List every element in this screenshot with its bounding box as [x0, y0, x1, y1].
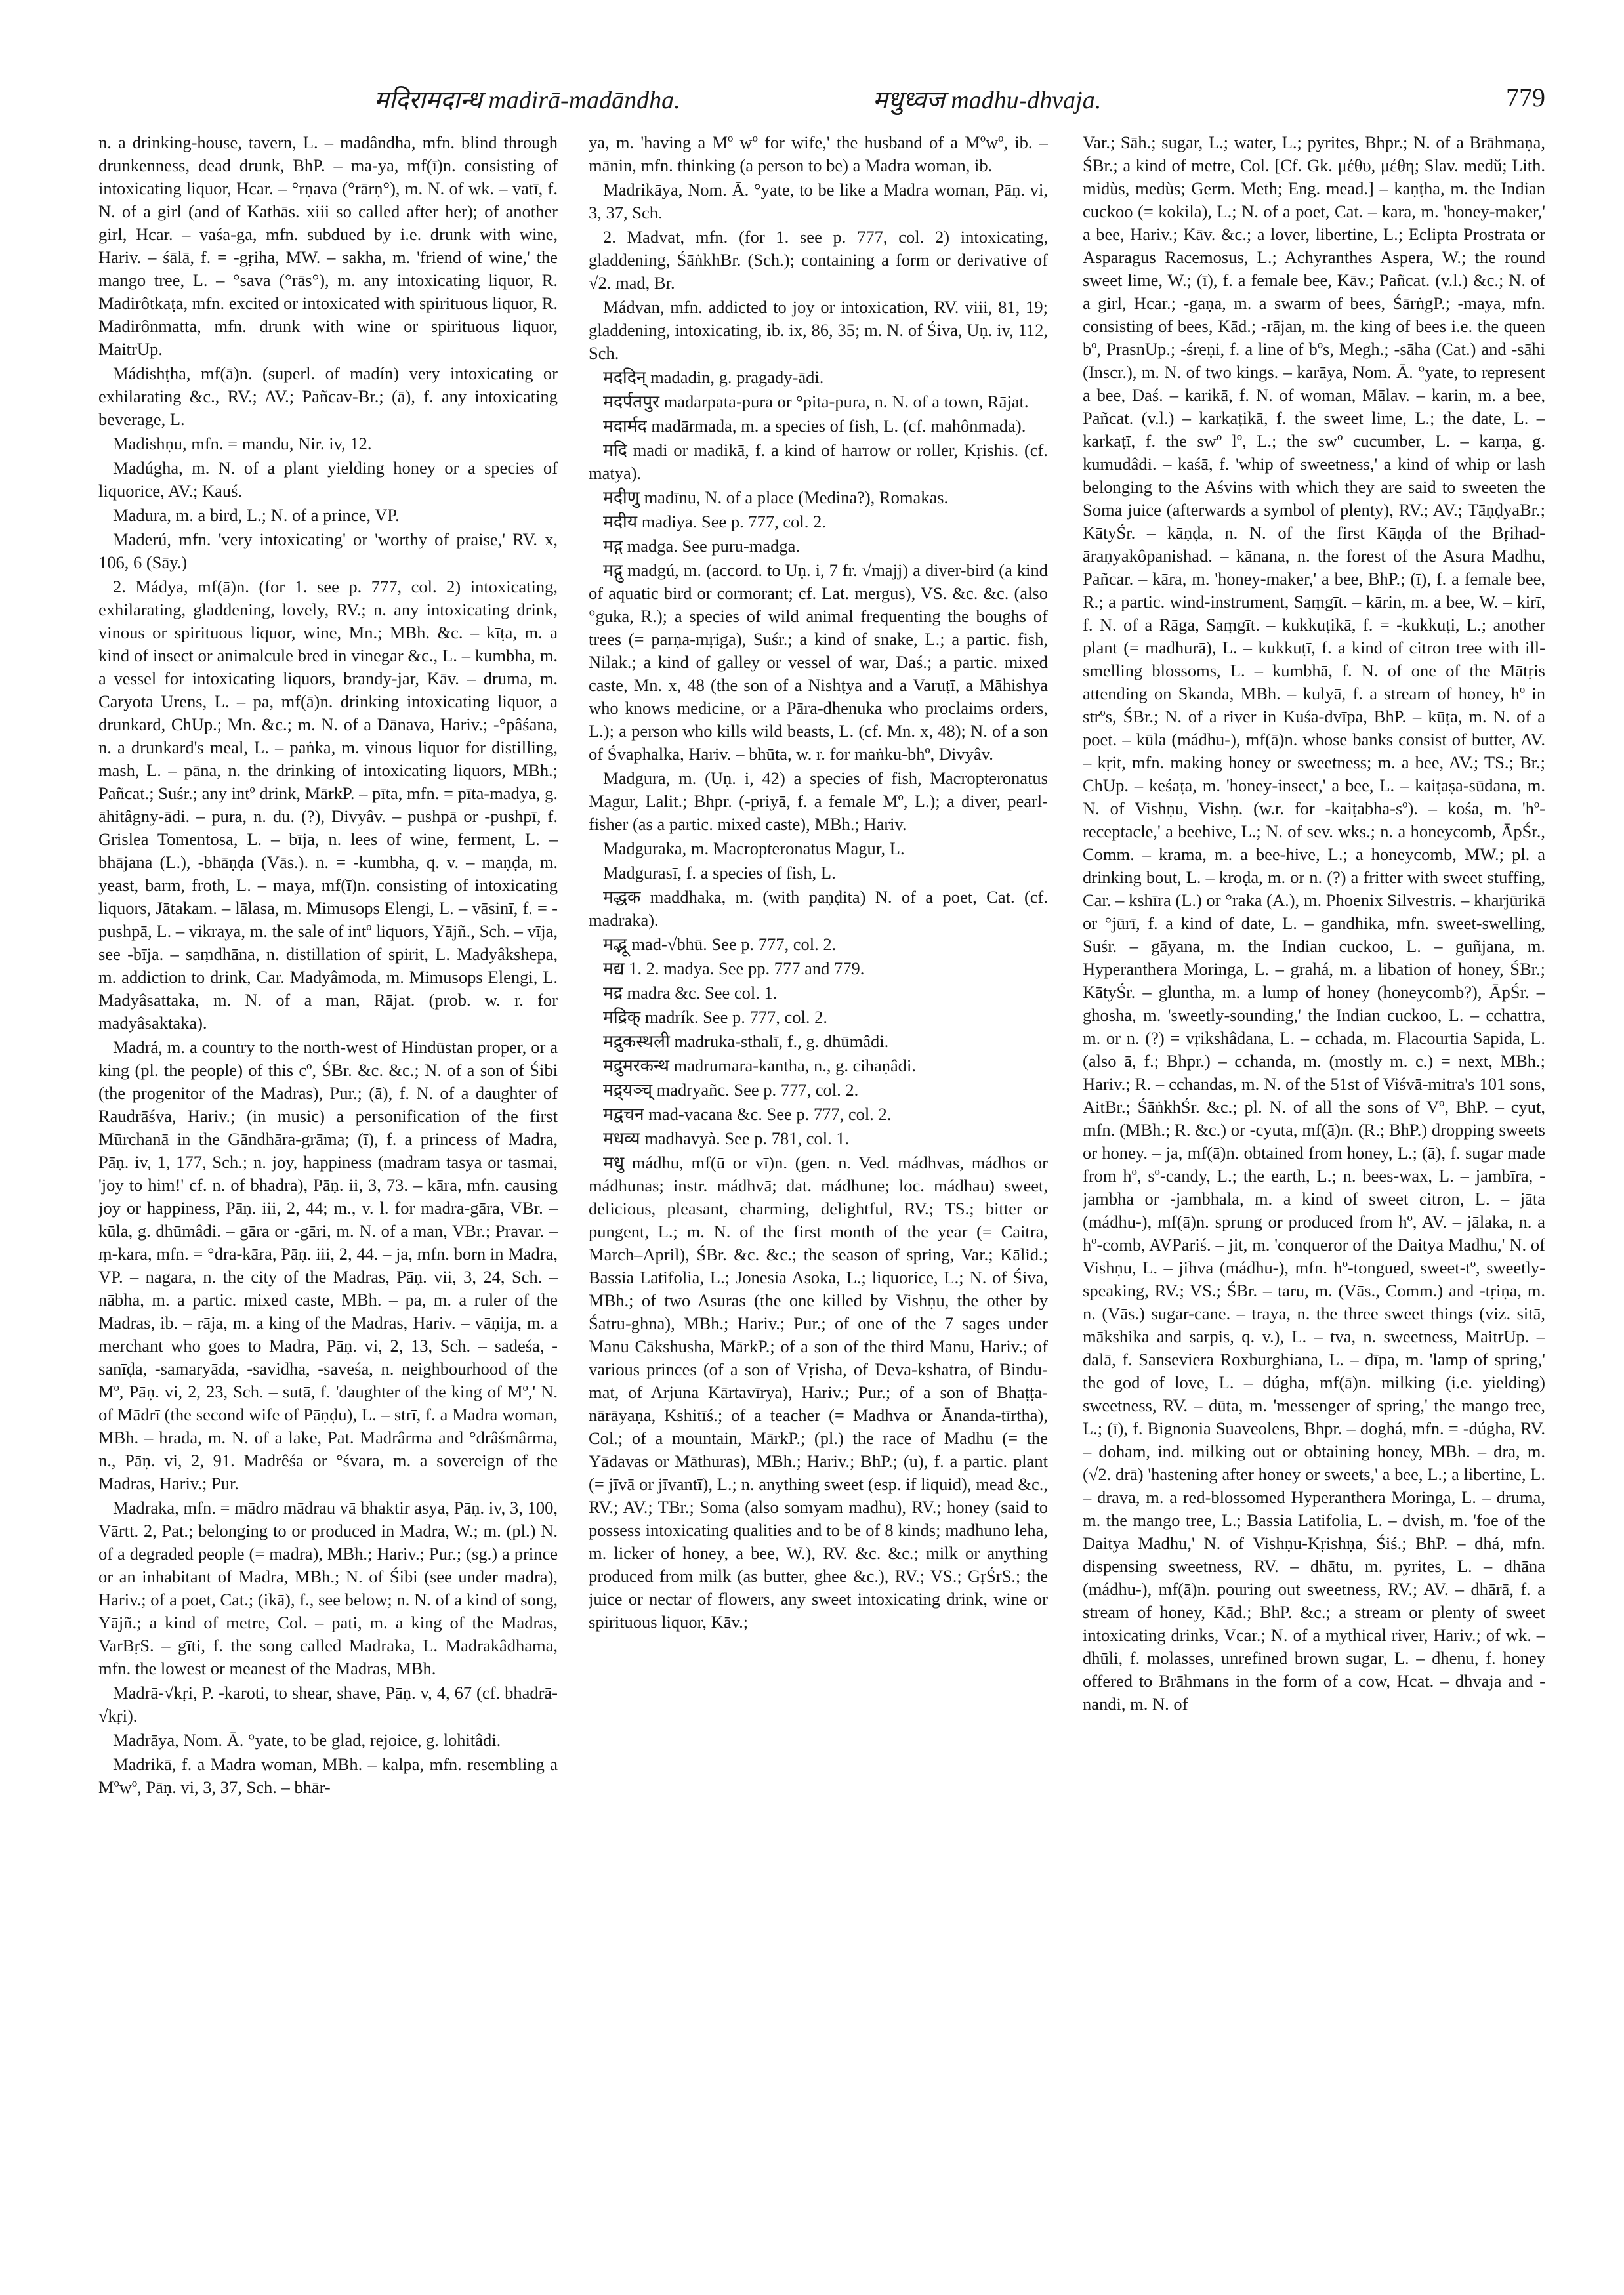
dictionary-entry: Var.; Sāh.; sugar, L.; water, L.; pyrites, Bhpr.; N. of a Brāhmaṇa, ŚBr.; a kind of metre, Col. [Cf. Gk. μέθυ, μέθη; Slav. medŭ; Lith. midùs, medùs; Germ. Meth; Eng. mead.] – kaṇṭha, m. the Indian cuckoo (= kokila), L.; N. of a poet, Cat. – kara, m. 'honey-maker,' a bee, Hariv.; Kāv. &c.; a lover, libertine, L.; Eclipta Prostrata or Asparagus Racemosus, L.; Achyranthes Aspera, W.; the round sweet lime, W.; (ī), f. a female bee, Kāv.; Pañcat. (v.l.) &c.; N. of a girl, Hcar.; -gaṇa, m. a swarm of bees, ŚārṅgP.; -maya, mfn. consisting of bees, Kād.; -rājan, m. the king of bees i.e. the queen bº, PrasnUp.; -śreṇi, f. a line of bºs, Megh.; -sāha (Cat.) and -sāhi (Inscr.), m. N. of two kings. – karāya, Nom. Ā. °yate, to represent a bee, Daś. – karikā, f. N. of woman, Mālav. – karin, m. a bee, Pañcat. (v.l.) – karkaṭikā, f. the sweet lime, L.; the date, L. – karkaṭī, f. the swº lº, L.; the swº cucumber, L. – karṇa, g. kumudâdi. – kaśā, f. 'whip of sweetness,' a kind of whip or lash belonging to the Aśvins with which they are said to sweeten the Soma juice (afterwards a symbol of plenty), RV.; AV.; TāṇḍyaBr.; KātyŚr. – kāṇḍa, n. N. of the first Kāṇḍa of the Bṛihad-āraṇyakôpanishad. – kānana, n. the forest of the Asura Madhu, Pañcar. – kāra, m. 'honey-maker,' a bee, BhP.; (ī), f. a female bee, R.; a partic. wind-instrument, Saṃgīt. – kārin, m. a bee, W. – kirī, f. N. of a Rāga, Saṃgīt. – kukkuṭikā, f. = -kukkuṭi, L.; another plant (= madhurā), L. – kukkuṭī, f. a kind of citron tree with ill-smelling blossoms, L. – kumbhā, f. N. of one of the Mātṛis attending on Skanda, MBh. – kulyā, f. a stream of honey, hº in strºs, ŚBr.; N. of a river in Kuśa-dvīpa, BhP. – kūṭa, m. N. of a poet. – kūla (mádhu-), mf(ā)n. whose banks consist of butter, AV. – kṛit, mfn. making honey or sweetness; m. a bee, AV.; TS.; Br.; ChUp. – keśaṭa, m. 'honey-insect,' a bee, L. – kaiṭaṣa-sūdana, m. N. of Vishṇu, Vishṇ. (w.r. for -kaiṭabha-sº). – kośa, m. 'hº-receptacle,' a beehive, L.; N. of sev. wks.; n. a honeycomb, ĀpŚr., Comm. – krama, m. a bee-hive, L.; a honeycomb, MW.; pl. a drinking bout, L. – kroḍa, m. or n. (?) a fritter with sweet stuffing, Car. – kshīra (L.) or °raka (A.), m. Phoenix Silvestris. – kharjūrikā or °jūrī, f. a kind of date, L. – gandhika, mfn. sweet-swelling, Suśr. – gāyana, m. the Indian cuckoo, L. – guñjana, m. Hyperanthera Moringa, L. – grahá, m. a libation of honey, ŚBr.; KātyŚr. – gluntha, m. a lump of honey (honeycomb?), ĀpŚr. – ghosha, m. 'sweetly-sounding,' the Indian cuckoo, L. – cchattra, m. or n. (?) = vṛikshâdana, L. – cchada, m. Flacourtia Sapida, L. (also ā, f.; Bhpr.) – cchanda, m. (mostly m. c.) = next, MBh.; Hariv.; R. – cchandas, m. N. of the 51st of Viśvā-mitra's 101 sons, AitBr.; ŚāṅkhŚr. &c.; pl. N. of all the sons of Vº, BhP. – cyut, mfn. (MBh.; R. &c.) or -cyuta, mf(ā)n. (R.; BhP.) dropping sweets or honey. – ja, mf(ā)n. obtained from honey, L.; (ā), f. sugar made from hº, sº-candy, L.; the earth, L.; n. bees-wax, L. – jambīra, -jambha or -jambhala, m. a kind of sweet citron, L. – jāta (mádhu-), mf(ā)n. sprung or produced from hº, AV. – jālaka, n. a hº-comb, AVPariś. – jit, m. 'conqueror of the Daitya Madhu,' N. of Vishṇu, L. – jihva (mádhu-), mfn. hº-tongued, sweet-tº, sweetly-speaking, RV.; VS.; ŚBr. – taru, m. (Vās., Comm.) and -tṛiṇa, m. n. (Vās.) sugar-cane. – traya, n. the three sweet things (viz. sitā, mākshika and sarpis, q. v.), L. – tva, n. sweetness, MaitrUp. – dalā, f. Sanseviera Roxburghiana, L. – dīpa, m. 'lamp of spring,' the god of love, L. – dúgha, mf(ā)n. milking (i.e. yielding) sweetness, RV. – dūta, m. 'messenger of spring,' the mango tree, L.; (ī), f. Bignonia Suaveolens, Bhpr. – doghá, mfn. = -dúgha, RV. – doham, ind. milking out or obtaining honey, MBh. – dra, m. (√2. drā) 'hastening after honey or sweets,' a bee, L.; a libertine, L. – drava, m. a red-blossomed Hyperanthera Moringa, L. – druma, m. the mango tree, L.; Bassia Latifolia, L. – dvish, m. 'foe of the Daitya Madhu,' N. of Vishṇu-Kṛishṇa, Śiś.; BhP. – dhá, mfn. dispensing sweetness, RV. – dhātu, m. pyrites, L. – dhāna (mádhu-), mf(ā)n. pouring out sweetness, RV.; AV. – dhārā, f. a stream of honey, Kād.; BhP. &c.; a stream or plenty of sweet intoxicating drinks, Vcar.; N. of a mythical river, Hariv.; of wk. – dhūli, f. molasses, unrefined brown sugar, L. – dhenu, f. honey offered to Brāhmans in the form of a cow, Hcat. – dhvaja and -nandi, m. N. of	[1083, 133, 1545, 1714]
dictionary-entry: Mádvan, mfn. addicted to joy or intoxication, RV. viii, 81, 19; gladdening, intoxicating, ib. ix, 86, 35; m. N. of Śiva, Uṇ. iv, 112, Sch.	[589, 297, 1048, 363]
dictionary-entry: मदीय madiya. See p. 777, col. 2.	[603, 512, 826, 531]
dictionary-entry: मधव्य madhavyà. See p. 781, col. 1.	[603, 1128, 850, 1148]
dictionary-entry: Madrá, m. a country to the north-west of Hindūstan proper, or a king (pl. the people) of this cº, ŚBr. &c. &c.; N. of a son of Śibi (the progenitor of the Madras), Pur.; (ā), f. N. of a daughter of Raudrāśva, Hariv.; (in music) a personification of the first Mūrchanā in the Gāndhāra-grāma; (ī), f. a princess of Madra, Pāṇ. iv, 1, 177, Sch.; n. joy, happiness (madram tasya or tasmai, 'joy to him!' cf. n. of bhadra), Pāṇ. ii, 3, 73. – kāra, mfn. causing joy or happiness, Pāṇ. iii, 2, 44; m., v. l. for madra-gāra, VBr. – kūla, g. dhūmâdi. – gāra or -gāri, m. N. of a man, VBr.; Pravar. – ṃ-kara, mfn. = °dra-kāra, Pāṇ. iii, 2, 44. – ja, mfn. born in Madra, VP. – nagara, n. the city of the Madras, Pāṇ. vii, 3, 24, Sch. – nābha, m. a partic. mixed caste, MBh. – pa, m. a ruler of the Madras, ib. – rāja, m. a king of the Madras, Hariv. – vāṇija, m. a merchant who goes to Madra, Pāṇ. vi, 2, 13, Sch. – sadeśa, -sanīḍa, -samaryāda, -savidha, -saveśa, n. neighbourhood of the Mº, Pāṇ. vi, 2, 23, Sch. – sutā, f. 'daughter of the king of Mº,' N. of Mādrī (the second wife of Pāṇḍu), L. – strī, f. a Madra woman, MBh. – hrada, m. N. of a lake, Pat. Madrârma and °drâśmârma, n., Pāṇ. vi, 2, 91. Madrêśa or °śvara, m. a sovereign of the Madras, Hariv.; Pur.	[98, 1037, 558, 1493]
dictionary-entry: मददिन् madadin, g. pragady-ādi.	[603, 367, 824, 387]
dictionary-entry: Madrikā, f. a Madra woman, MBh. – kalpa, mfn. resembling a Mºwº, Pāṇ. vi, 3, 37, Sch. – bhār-	[98, 1754, 558, 1797]
dictionary-entry: मद्रुमरकन्थ madrumara-kantha, n., g. cihaṇâdi.	[603, 1056, 916, 1075]
dictionary-entry: 2. Madvat, mfn. (for 1. see p. 777, col. 2) intoxicating, gladdening, ŚāṅkhBr. (Sch.); containing a form or derivative of √2. mad, Br.	[589, 227, 1048, 293]
dictionary-entry: मद्ग madga. See puru-madga.	[603, 536, 801, 556]
dictionary-entry: Madgura, m. (Uṇ. i, 42) a species of fish, Macropteronatus Magur, Lalit.; Bhpr. (-priyā, f. a female Mº, L.); a diver, pearl-fisher (as a partic. mixed caste), MBh.; Hariv.	[589, 768, 1048, 834]
dictionary-columns	[98, 131, 1545, 2264]
page-header	[98, 46, 1545, 118]
dictionary-page	[98, 46, 1545, 2264]
dictionary-entry: मद्र madra &c. See col. 1.	[603, 983, 778, 1003]
dictionary-entry: Mádishṭha, mf(ā)n. (superl. of madín) very intoxicating or exhilarating &c., RV.; AV.; Pañcav-Br.; (ā), f. any intoxicating beverage, L.	[98, 363, 558, 429]
dictionary-entry: मद्रुकस्थली madruka-sthalī, f., g. dhūmâdi.	[603, 1031, 889, 1051]
dictionary-entry: Madraka, mfn. = mādro mādrau vā bhaktir asya, Pāṇ. iv, 3, 100, Vārtt. 2, Pat.; belonging to or produced in Madra, W.; m. (pl.) N. of a degraded people (= madra), MBh.; Hariv.; Pur.; (sg.) a prince or an inhabitant of Madra, MBh.; N. of Śibi (see under madra), Hariv.; of a poet, Cat.; (ikā), f., see below; n. N. of a kind of song, Yājñ.; a kind of metre, Col. – pati, m. a king of the Madras, VarBṛS. – gīti, f. the song called Madraka, L. Madrakâdhama, mfn. the lowest or meanest of the Madras, MBh.	[98, 1498, 558, 1678]
dictionary-entry: Madrā-√kṛi, P. -karoti, to shear, shave, Pāṇ. v, 4, 67 (cf. bhadrā-√kṛi).	[98, 1683, 558, 1726]
dictionary-entry: Madguraka, m. Macropteronatus Magur, L.	[603, 838, 905, 858]
dictionary-entry: मद्गु madgú, m. (accord. to Uṇ. i, 7 fr. √majj) a diver-bird (a kind of aquatic bird or cormorant; cf. Lat. mergus), VS. &c. &c. (also °guka, R.); a species of wild animal frequenting the boughs of trees (= parṇa-mṛiga), Suśr.; a kind of snake, L.; a partic. fish, Nilak.; a kind of galley or vessel of war, Daś.; a partic. mixed caste, Mn. x, 48 (the son of a Nishṭya and a Varuṭī, a Māhishya who knows medicine, or a Pāra-dhenuka who proclaims orders, L.); a person who kills wild beasts, L. (cf. Mn. x, 48); N. of a son of Śvaphalka, Hariv. – bhūta, w. r. for maṅku-bhº, Divyâv.	[589, 560, 1048, 764]
dictionary-entry: Madrāya, Nom. Ā. °yate, to be glad, rejoice, g. lohitâdi.	[113, 1730, 501, 1750]
dictionary-entry: मधु mádhu, mf(ū or vī)n. (gen. n. Ved. mádhvas, mádhos or mádhunas; instr. mádhvā; dat. mádhune; loc. mádhau) sweet, delicious, pleasant, charming, delightful, RV.; TS.; bitter or pungent, L.; m. N. of the first month of the year (= Caitra, March–April), ŚBr. &c. &c.; the season of spring, Var.; Kālid.; Bassia Latifolia, L.; Jonesia Asoka, L.; liquorice, L.; N. of Śiva, MBh.; of two Asuras (the one killed by Vishṇu, the other by Śatru-ghna), MBh.; Hariv.; Pur.; of one of the 7 sages under Manu Cākshusha, MārkP.; of a son of the third Manu, Hariv.; of various princes (of a son of Vṛisha, of Deva-kshatra, of Bindu-mat, of Arjuna Kārtavīrya), Hariv.; Pur.; of a son of Bhaṭṭa-nārāyaṇa, Kshitīś.; of a teacher (= Madhva or Ānanda-tīrtha), Col.; of a mountain, MārkP.; (pl.) the race of Madhu (= the Yādavas or Māthuras), MBh.; Hariv.; BhP.; (u), f. a partic. plant (= jīvā or jīvantī), L.; n. anything sweet (esp. if liquid), mead &c., RV.; AV.; TBr.; Soma (also somyam madhu), RV.; honey (said to possess intoxicating qualities and to be of 8 kinds; madhuno leha, m. licker of honey, a bee, W.), RV. &c. &c.; milk or anything produced from milk (as butter, ghee &c.), RV.; VS.; GṛŚrS.; the juice or nectar of flowers, any sweet intoxicating drink, wine or spirituous liquor, Kāv.;	[589, 1153, 1048, 1632]
dictionary-entry: Madishṇu, mfn. = mandu, Nir. iv, 12.	[113, 434, 372, 453]
dictionary-entry: 2. Mádya, mf(ā)n. (for 1. see p. 777, col. 2) intoxicating, exhilarating, gladdening, lovely, RV.; n. any intoxicating drink, vinous or spirituous liquor, wine, Mn.; MBh. &c. – kīṭa, m. a kind of insect or animalcule bred in vinegar &c., L. – kumbha, m. a vessel for intoxicating liquors, brandy-jar, Kāv. – druma, m. Caryota Urens, L. – pa, mf(ā)n. drinking intoxicating liquor, a drunkard, ChUp.; Mn. &c.; m. N. of a Dānava, Hariv.; -°pâśana, n. a drunkard's meal, L. – paṅka, m. vinous liquor for distilling, mash, L. – pāna, n. the drinking of intoxicating liquors, MBh.; Pañcat.; Suśr.; any intº drink, MārkP. – pīta, mfn. = pīta-madya, g. āhitâgny-ādi. – pura, n. du. (?), Divyâv. – pushpā or -pushpī, f. Grislea Tomentosa, L. – bīja, n. lees of wine, ferment, L. – bhājana (L.), -bhāṇḍa (Vās.). n. = -kumbha, q. v. – maṇḍa, m. yeast, barm, froth, L. – maya, mf(ī)n. consisting of intoxicating liquors, Jātakam. – lālasa, m. Mimusops Elengi, L. – vāsinī, f. = -pushpā, L. – vikraya, m. the sale of intº liquors, Yājñ., Sch. – vīja, see -bīja. – saṃdhāna, n. distillation of spirit, L. Madyâkshepa, m. addiction to drink, Car. Madyâmoda, m. Mimusops Elengi, L. Madyâsattaka, m. N. of a man, Rājat. (prob. w. r. for madyâsaktaka).	[98, 577, 558, 1033]
header-right-guideword: मधुध्वज madhu-dhvaja.	[873, 87, 1102, 114]
page-number: 779	[1506, 83, 1545, 112]
dictionary-entry: Madura, m. a bird, L.; N. of a prince, VP.	[113, 505, 400, 525]
dictionary-entry: Madgurasī, f. a species of fish, L.	[603, 863, 836, 882]
column-3	[1083, 131, 1545, 2264]
dictionary-entry: मदार्मद madārmada, m. a species of fish, L. (cf. mahônmada).	[603, 416, 1026, 436]
dictionary-entry: ya, m. 'having a Mº wº for wife,' the husband of a Mºwº, ib. – mānin, mfn. thinking (a person to be) a Madra woman, ib.	[589, 133, 1048, 175]
dictionary-entry: मद्र्यञ्च् madryañc. See p. 777, col. 2.	[603, 1080, 859, 1100]
dictionary-entry: मदीणु madīnu, N. of a place (Medina?), Romakas.	[603, 487, 949, 507]
dictionary-entry: मद्रिक् madrík. See p. 777, col. 2.	[603, 1007, 827, 1027]
dictionary-entry: Madúgha, m. N. of a plant yielding honey or a species of liquorice, AV.; Kauś.	[98, 458, 558, 501]
header-left-guideword: मदिरामदान्ध madirā-madāndha.	[374, 87, 680, 114]
dictionary-entry: मद्वचन mad-vacana &c. See p. 777, col. 2.	[603, 1104, 892, 1124]
dictionary-entry: मद्य 1. 2. madya. See pp. 777 and 779.	[603, 959, 865, 978]
dictionary-entry: n. a drinking-house, tavern, L. – madândha, mfn. blind through drunkenness, dead drunk, BhP. – ma-ya, mf(ī)n. consisting of intoxicating liquor, Hcar. – °rṇava (°rārṇ°), m. N. of wk. – vatī, f. N. of a girl (and of Kathās. xiii so called after her); of another girl, Hcar. – vaśa-ga, mfn. subdued by i.e. drunk with wine, Hariv. – śālā, f. = -gṛiha, MW. – sakha, m. 'friend of wine,' the mango tree, L. – °sava (°rās°), m. any intoxicating liquor, R. Madirôtkaṭa, mfn. excited or intoxicated with spirituous liquor, R. Madirônmatta, mfn. drunk with wine or spirituous liquor, MaitrUp.	[98, 133, 558, 359]
dictionary-entry: मद्भू mad-√bhū. See p. 777, col. 2.	[603, 934, 837, 954]
dictionary-entry: मदि madi or madikā, f. a kind of harrow or roller, Kṛishis. (cf. matya).	[589, 440, 1048, 483]
column-1	[98, 131, 558, 2264]
dictionary-entry: मद्धक maddhaka, m. (with paṇḍita) N. of a poet, Cat. (cf. madraka).	[589, 887, 1048, 930]
dictionary-entry: Maderú, mfn. 'very intoxicating' or 'worthy of praise,' RV. x, 106, 6 (Sāy.)	[98, 529, 558, 572]
dictionary-entry: Madrikāya, Nom. Ā. °yate, to be like a Madra woman, Pāṇ. vi, 3, 37, Sch.	[589, 180, 1048, 222]
dictionary-entry: मदर्पतपुर madarpata-pura or °pita-pura, n. N. of a town, Rājat.	[603, 392, 1029, 411]
column-2	[589, 131, 1048, 2264]
